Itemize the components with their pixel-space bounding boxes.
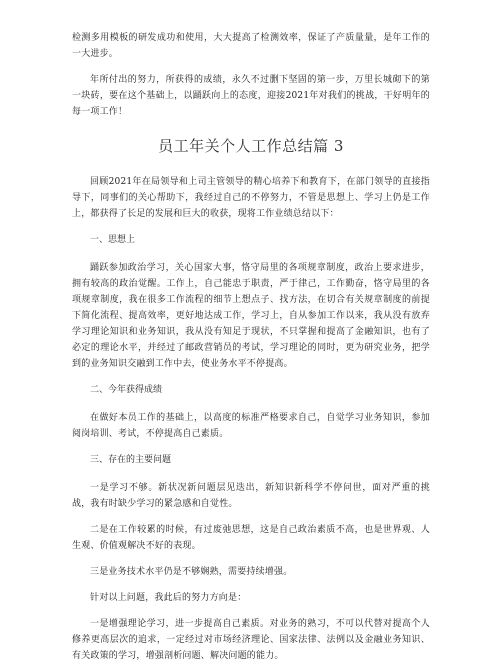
intro-paragraph-2: 年所付出的努力，所获得的成绩，永久不过删下坚固的第一步，万里长城砌下的第一块砖，要在这个基础上，以踊跃向上的态度，迎接2021年对我们的挑战，干好明年的每一项工作！ — [72, 75, 430, 117]
heading-problems: 三、存在的主要问题 — [90, 455, 172, 465]
problem-paragraph-1: 一是学习不够。新状况新问题层见迭出，新知识新科学不停问世，面对严重的挑战，我有时缺少学习的紧急感和自觉性。 — [72, 483, 430, 509]
achievements-paragraph: 在做好本员工作的基础上，以高度的标准严格要求自己，自觉学习业务知识，参加阅岗培训、考试，不停提高自己素质。 — [72, 413, 430, 439]
problem-paragraph-2: 二是在工作较累的时候，有过废弛思想，这是自己政治素质不高，也是世界观、人生观、价值观解决不好的表现。 — [72, 525, 430, 551]
opening-paragraph: 回顾2021年在局领导和上司主管领导的精心培养下和教育下，在部门领导的直接指导下，同事们的关心帮助下，我经过自己的不停努力，不管是思想上、学习上仍是工作上，都获得了长足的发展和巨大的收获，现将工作业绩总结以下： — [72, 177, 430, 219]
improvement-paragraph: 一是增强理论学习，进一步提高自己素质。对业务的熟习，不可以代替对提高个人修养更高层次的追求，一定经过对市场经济理论、国家法律、法例以及金融业务知识、有关政策的学习，增强剖析问题、解决问题的能力。 — [72, 619, 430, 661]
section-title: 员工年关个人工作总结篇 3 — [158, 137, 344, 155]
intro-paragraph-1: 检测多用模板的研发成功和使用，大大提高了检测效率，保证了产质量量，是年工作的一大进步。 — [72, 33, 430, 59]
heading-thinking: 一、思想上 — [90, 235, 136, 245]
heading-achievements: 二、今年获得成绩 — [90, 385, 163, 395]
direction-paragraph: 针对以上问题，我此后的努力方向是： — [90, 593, 247, 603]
thinking-paragraph: 踊跃参加政治学习，关心国家大事，恪守局里的各项规章制度，政治上要求进步，拥有较高的政治觉醒。工作上，自己能忠于职责，严于律己，工作勤奋，恪守局里的各项规章制度，我在很多工作流程的细节上想点子、找方法，在切合有关规章制度的前提下简化流程、提高效率，更好地达成工作，学习上，自从参加工作以来，我从没有放弃学习理论知识和业务知识，我从没有知足于现状，不只掌握和提高了金融知识，也有了必定的理论水平，并经过了邮政营销员的考试，学习理论的同时，更为研究业务，把学到的业务知识交融到工作中去，使业务水平不停提高。 — [72, 263, 430, 369]
problem-paragraph-3: 三是业务技术水平仍是不够娴熟，需要持续增强。 — [90, 567, 293, 577]
